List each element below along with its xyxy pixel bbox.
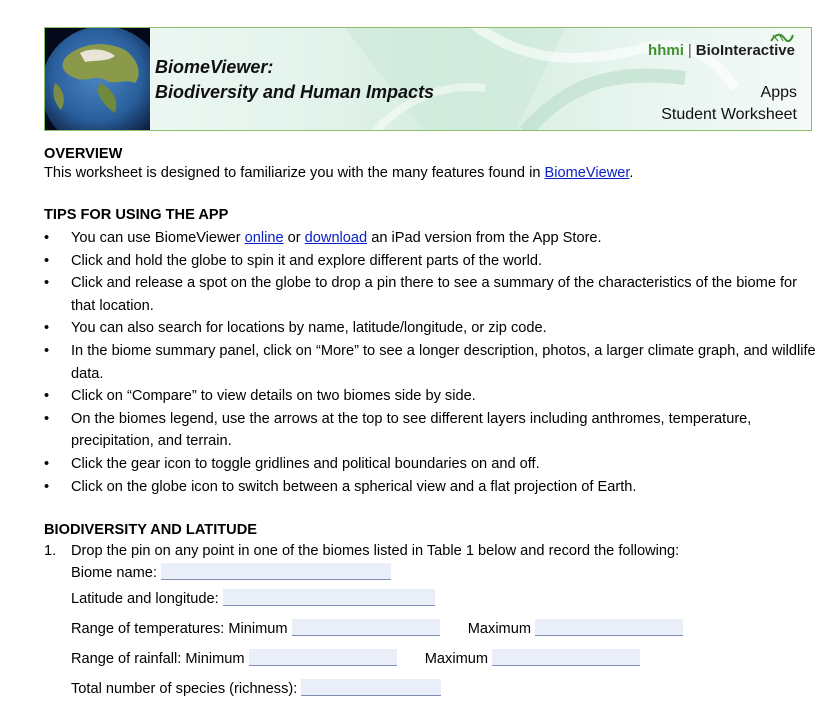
document-body (44, 146, 824, 704)
bullet: • (44, 252, 50, 269)
overview-text-before: This worksheet is designed to familiarize you with the many features found in (44, 165, 545, 181)
bullet: • (44, 230, 50, 246)
biome-name-field[interactable] (161, 563, 391, 580)
rain-min-field[interactable] (249, 649, 397, 666)
bullet: • (44, 275, 50, 292)
question-number: 1. (44, 543, 57, 560)
question-text: Drop the pin on any point in one of the biomes listed in Table 1 below and record the following: (71, 543, 680, 560)
worksheet-title-line2: Biodiversity and Human Impacts (155, 82, 435, 102)
tip-text: Click on “Compare” to view details on two biomes side by side. (71, 388, 476, 405)
rain-max-label: Maximum (424, 651, 489, 668)
rainfall-row (44, 644, 824, 674)
list-item (44, 385, 824, 408)
online-link[interactable]: online (244, 230, 284, 246)
bullet: • (44, 455, 50, 472)
overview-text (44, 162, 824, 184)
biome-name-label: Biome name: (71, 565, 157, 582)
list-item (44, 317, 824, 340)
worksheet-title-line1: BiomeViewer: (155, 57, 274, 77)
temp-max-label: Maximum (467, 621, 531, 638)
list-item (44, 272, 824, 317)
temp-max-field[interactable] (535, 619, 683, 636)
tip-text: In the biome summary panel, click on “More” to see a longer description, photos, a larger climate graph, and wildlife data. (71, 342, 816, 382)
richness-label: Total number of species (richness): (71, 681, 298, 698)
bullet: • (44, 478, 50, 495)
lat-long-field[interactable] (223, 589, 435, 606)
rain-max-field[interactable] (492, 649, 640, 666)
richness-row (44, 674, 824, 704)
biome-name-row (44, 562, 824, 584)
tip-text: an iPad version from the App Store. (367, 230, 602, 246)
biodiversity-heading: BIODIVERSITY AND LATITUDE (44, 522, 257, 539)
bullet: • (44, 320, 50, 337)
richness-field[interactable] (301, 679, 441, 696)
tip-text: or (283, 230, 305, 246)
header-banner (44, 27, 812, 131)
temp-min-field[interactable] (292, 619, 440, 636)
tips-heading: TIPS FOR USING THE APP (44, 207, 229, 223)
label-student-worksheet: Student Worksheet (661, 106, 797, 123)
bullet: • (44, 410, 50, 427)
tip-text: You can also search for locations by name, latitude/longitude, or zip code. (71, 320, 547, 337)
rain-min-label: Range of rainfall: Minimum (71, 651, 245, 668)
tip-text: Click and release a spot on the globe to drop a pin there to see a summary of the characteristics of the biome for that location. (71, 275, 798, 314)
label-apps: Apps (760, 84, 797, 101)
globe-image (45, 28, 150, 131)
bullet: • (44, 342, 50, 359)
tip-text: On the biomes legend, use the arrows at the top to see different layers including anthromes, temperature, precipitation, and terrain. (71, 410, 752, 450)
tip-text: Click and hold the globe to spin it and explore different parts of the world. (71, 252, 543, 269)
brand-biointeractive: BioInteractive (695, 42, 795, 59)
temperature-row (44, 614, 824, 644)
hhmi-biointeractive-logo: hhmi | BioInteractive (648, 42, 795, 59)
list-item (44, 227, 824, 250)
bullet: • (44, 388, 50, 405)
biomeviewer-link[interactable]: BiomeViewer (544, 165, 630, 181)
list-item (44, 453, 824, 476)
brand-hhmi: hhmi (648, 42, 684, 59)
temp-min-label: Range of temperatures: Minimum (71, 621, 288, 638)
lat-long-row (44, 584, 824, 614)
list-item (44, 476, 824, 499)
overview-text-after: . (629, 165, 634, 181)
download-link[interactable]: download (304, 230, 368, 246)
question-1 (44, 540, 824, 562)
list-item (44, 250, 824, 273)
lat-long-label: Latitude and longitude: (71, 591, 219, 608)
tips-list (44, 227, 824, 498)
overview-heading: OVERVIEW (44, 146, 123, 162)
tip-text: Click on the globe icon to switch between a spherical view and a flat projection of Earth. (71, 478, 637, 495)
tip-text: Click the gear icon to toggle gridlines and political boundaries on and off. (71, 455, 540, 472)
list-item (44, 340, 824, 385)
list-item (44, 408, 824, 453)
tip-text: You can use BiomeViewer (71, 230, 245, 246)
